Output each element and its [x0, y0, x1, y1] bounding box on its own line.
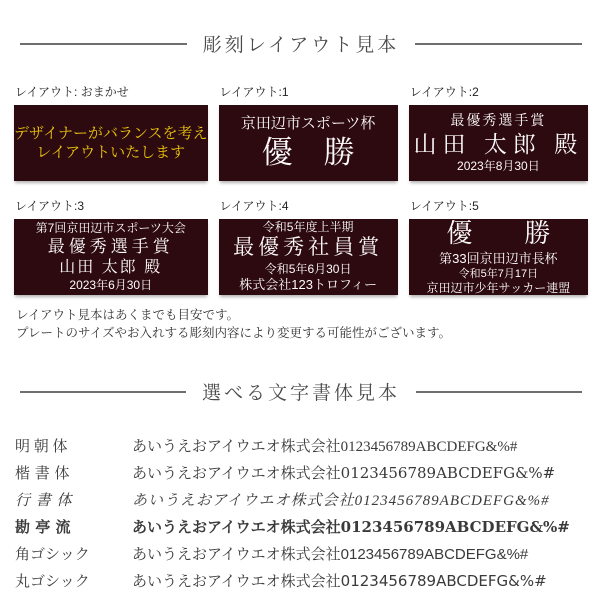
layout-disclaimer: [16, 307, 588, 342]
plate-line: 第7回京田辺市スポーツ大会: [35, 220, 186, 235]
layout-sample-3: [14, 197, 208, 295]
font-row-gyosho: [15, 489, 588, 516]
plate-line: 山田 太郎 殿: [59, 258, 163, 276]
engraving-plate-2: [409, 105, 588, 181]
plate-line: 第33回京田辺市長杯: [439, 250, 558, 266]
font-sample-text: あいうえおアイウエオ株式会社0123456789ABCDEFG&%#: [132, 546, 529, 563]
layout-sample-1: [219, 83, 398, 181]
font-sample-text: あいうえおアイウエオ株式会社0123456789ABCDEFG&%#: [132, 493, 550, 509]
engraving-plate-3: [14, 219, 208, 295]
font-name: 丸ゴシック: [15, 572, 90, 590]
font-row-kaku-gothic: [15, 543, 588, 570]
layout-section-title: [20, 30, 582, 57]
font-name: 楷 書 体: [15, 464, 70, 482]
plate-line: 令和5年6月30日: [264, 262, 352, 277]
font-section-title-text: 選べる文字書体見本: [202, 383, 401, 404]
font-sample-text: あいうえおアイウエオ株式会社0123456789ABCDEFG&%#: [132, 572, 547, 590]
layout-section-title-text: 彫刻レイアウト見本: [202, 35, 400, 56]
plate-line: 優 勝: [446, 218, 551, 249]
font-name: 角ゴシック: [15, 546, 90, 563]
title-rule-left: [20, 391, 186, 393]
disclaimer-line-1: レイアウト見本はあくまでも目安です。: [16, 308, 240, 322]
layout-sample-label: レイアウト:2: [409, 85, 479, 99]
layout-sample-4: [219, 197, 398, 295]
font-sample-text: あいうえおアイウエオ株式会社0123456789ABCDEFG&%#: [132, 464, 556, 482]
font-row-maru-gothic: [15, 570, 588, 597]
engraving-plate-omakase: [14, 105, 208, 181]
layout-sample-grid: [14, 83, 588, 295]
plate-line: デザイナーがバランスを考え: [14, 124, 208, 142]
layout-sample-omakase: [14, 83, 208, 181]
font-name: 明 朝 体: [15, 439, 68, 455]
font-sample-table: [15, 435, 588, 597]
title-rule-right: [415, 43, 582, 45]
font-section-title: [20, 378, 582, 405]
font-row-kaisho: [15, 462, 588, 489]
layout-sample-5: [409, 197, 588, 295]
plate-line: 2023年6月30日: [69, 278, 153, 293]
disclaimer-line-2: プレートのサイズやお入れする彫刻内容により変更する可能性がございます。: [16, 325, 452, 340]
plate-line: 最優秀選手賞: [450, 111, 547, 128]
layout-sample-label: レイアウト:1: [219, 85, 289, 99]
plate-line: 山田 太郎 殿: [413, 130, 584, 157]
font-row-kanteiryu: [15, 516, 588, 543]
font-sample-text: あいうえおアイウエオ株式会社0123456789ABCDEFG&%#: [132, 439, 518, 455]
plate-line: 最優秀選手賞: [47, 236, 174, 256]
title-rule-right: [416, 391, 582, 393]
plate-line: 京田辺市少年サッカー連盟: [426, 281, 571, 296]
plate-line: 優 勝: [261, 134, 355, 170]
engraving-plate-4: [219, 219, 398, 295]
plate-line: レイアウトいたします: [36, 144, 186, 161]
engraving-plate-5: [409, 219, 588, 295]
engraving-plate-1: [219, 105, 398, 181]
font-row-mincho: [15, 435, 588, 462]
layout-sample-label: レイアウト:5: [409, 199, 479, 213]
plate-line: 京田辺市スポーツ杯: [240, 114, 376, 132]
layout-sample-label: レイアウト: おまかせ: [15, 85, 129, 99]
plate-line: 令和5年7月17日: [458, 268, 539, 281]
font-sample-text: あいうえおアイウエオ株式会社0123456789ABCDEFG&%#: [132, 518, 570, 536]
plate-line: 2023年8月30日: [457, 158, 540, 173]
font-name: 行 書 体: [15, 493, 73, 509]
font-name: 勘 亭 流: [15, 518, 71, 536]
layout-sample-2: [409, 83, 588, 181]
plate-line: 最優秀社員賞: [233, 236, 384, 260]
layout-sample-label: レイアウト:3: [15, 199, 85, 213]
layout-sample-label: レイアウト:4: [219, 199, 289, 213]
title-rule-left: [20, 43, 187, 45]
plate-line: 株式会社123トロフィー: [239, 277, 377, 293]
plate-line: 令和5年度上半期: [262, 219, 354, 234]
